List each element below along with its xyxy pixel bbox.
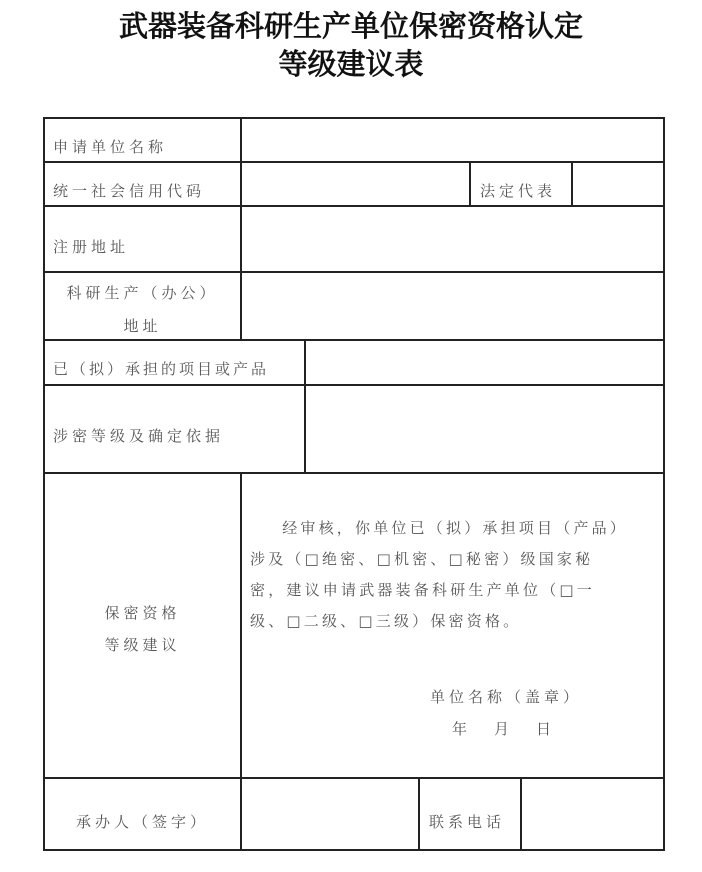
column-divider	[304, 339, 306, 474]
seal-label: 单位名称（盖章）	[430, 688, 583, 706]
column-divider	[469, 161, 471, 207]
legal-rep-field[interactable]	[573, 163, 662, 205]
registered-address-label: 注册地址	[53, 238, 130, 256]
projects-field[interactable]	[307, 341, 662, 384]
column-divider	[240, 472, 242, 851]
office-address-label-line2: 地址	[123, 317, 162, 335]
paragraph-line: 涉及（□绝密、□机密、□秘密）级国家秘	[250, 550, 594, 568]
form-title-line1: 武器装备科研生产单位保密资格认定	[118, 9, 583, 43]
phone-label: 联系电话	[429, 813, 506, 831]
office-address-label-line1: 科研生产（办公）	[66, 284, 219, 302]
office-address-field[interactable]	[243, 273, 662, 339]
registered-address-field[interactable]	[243, 207, 662, 271]
date-label: 年 月 日	[452, 720, 558, 738]
projects-label: 已（拟）承担的项目或产品	[53, 360, 270, 378]
legal-rep-label: 法定代表	[480, 182, 557, 200]
applicant-name-label: 申请单位名称	[53, 138, 168, 156]
paragraph-line: 密，建议申请武器装备科研生产单位（□一	[250, 581, 595, 599]
secrecy-basis-label: 涉密等级及确定依据	[53, 427, 225, 445]
paragraph-line: 经审核，你单位已（拟）承担项目（产品）	[264, 519, 629, 537]
form-title-line2: 等级建议表	[278, 47, 424, 81]
credit-code-field[interactable]	[243, 163, 468, 205]
applicant-name-field[interactable]	[243, 119, 662, 161]
column-divider	[418, 777, 420, 851]
table-border-right	[663, 117, 665, 851]
recommendation-label-line2: 等级建议	[104, 636, 181, 654]
column-divider	[240, 117, 242, 340]
row-divider	[43, 472, 665, 474]
paragraph-line: 级、□二级、□三级）保密资格。	[250, 612, 522, 630]
handler-label: 承办人（签字）	[75, 813, 209, 831]
table-border-left	[43, 117, 45, 851]
secrecy-basis-field[interactable]	[307, 386, 662, 472]
credit-code-label: 统一社会信用代码	[53, 182, 206, 200]
phone-field[interactable]	[522, 779, 662, 849]
recommendation-label-line1: 保密资格	[104, 604, 181, 622]
handler-signature-field[interactable]	[243, 779, 418, 849]
table-border-bottom	[43, 849, 665, 851]
recommendation-paragraph	[250, 513, 662, 637]
